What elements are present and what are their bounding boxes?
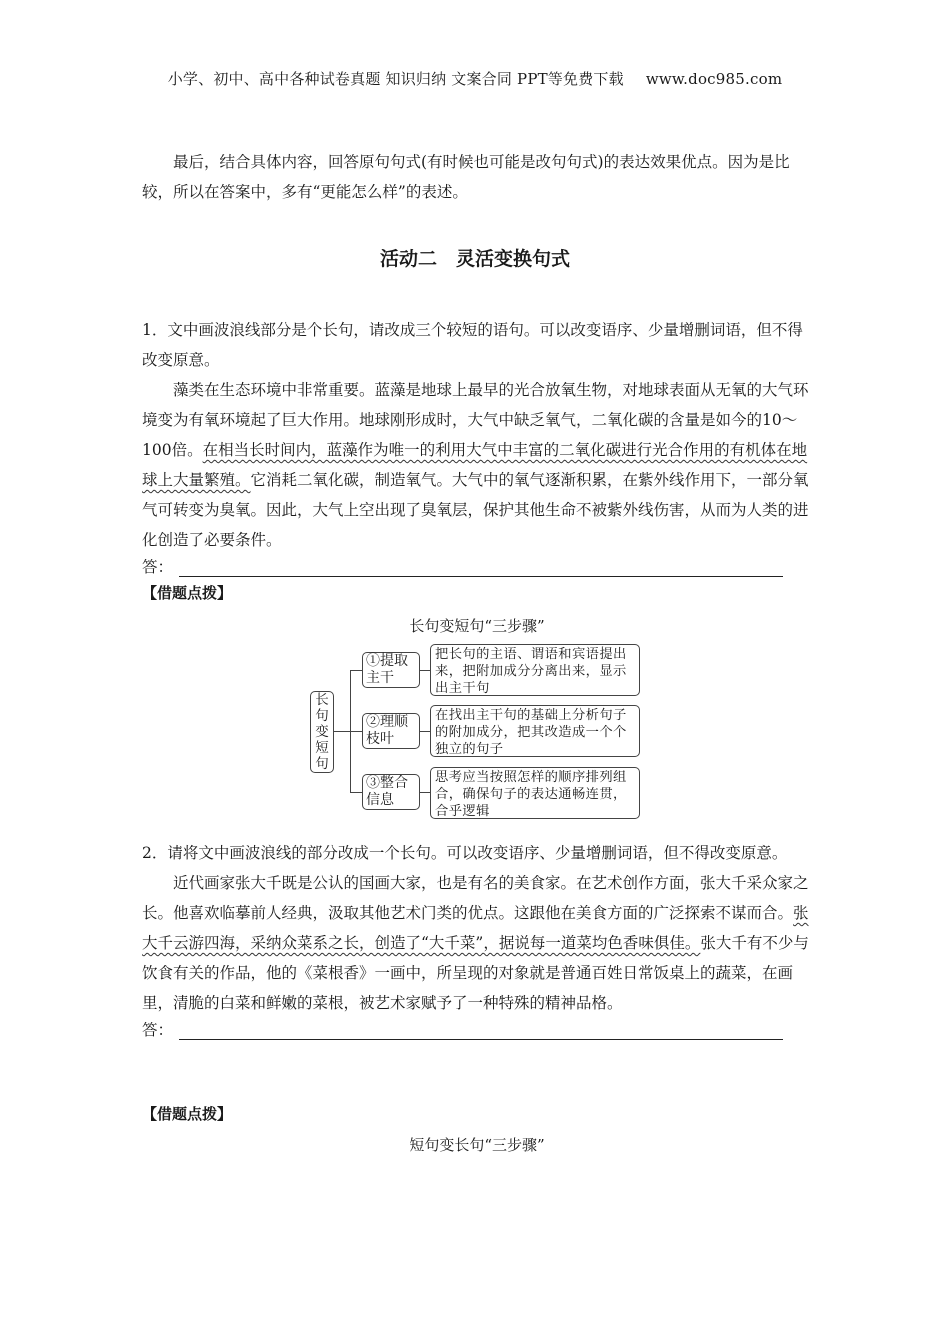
- question-2-passage-a: 近代画家张大千既是公认的国画大家，也是有名的美食家。在艺术创作方面，张大千采众家之长。他喜欢临摹前人经典，汲取其他艺术门类的优点。这跟他在美食方面的广泛探索不谋而合。: [142, 874, 809, 922]
- question-2: [142, 838, 812, 1040]
- root-char: 句: [315, 756, 329, 772]
- question-2-prompt: 2．请将文中画波浪线的部分改成一个长句。可以改变语序、少量增删词语，但不得改变原意。: [142, 844, 788, 862]
- question-2-wavy-sentence: 张大千云游四海，采纳众菜系之长，创造了“大千菜”，据说每一道菜均色香味俱佳。: [142, 904, 809, 952]
- question-1-prompt: 1．文中画波浪线部分是个长句，请改成三个较短的语句。可以改变语序、少量增删词语，但不得改变原意。: [142, 321, 803, 369]
- question-1-passage-b: 它消耗二氧化碳，制造氧气。大气中的氧气逐渐积累，在紫外线作用下，一部分氧气可转变为臭氧。因此，大气上空出现了臭氧层，保护其他生命不被紫外线伤害，从而为人类的进化创造了必要条件。: [142, 471, 809, 549]
- tip-1-caption: 长句变短句“三步骤”: [409, 617, 545, 635]
- section-title: 活动二 灵活变换句式: [379, 248, 570, 270]
- step-2-box: [362, 713, 420, 749]
- answer-blank[interactable]: [179, 1025, 783, 1040]
- intro-text: 最后，结合具体内容，回答原句句式(有时候也可能是改句句式)的表达效果优点。因为是比较，所以在答案中，多有“更能怎么样”的表述。: [142, 153, 790, 201]
- connector-root: [333, 731, 350, 732]
- question-2-passage: [142, 868, 812, 1018]
- step-2-label: ②理顺枝叶: [366, 714, 408, 747]
- step-1-desc: 把长句的主语、谓语和宾语提出来，把附加成分分离出来，显示出主干句: [435, 647, 627, 696]
- connector-step-3: [350, 792, 362, 793]
- diagram-root: [310, 691, 334, 773]
- tip-1-title: 【借题点拨】: [142, 584, 233, 602]
- root-char: 长: [315, 692, 329, 708]
- question-1: [142, 315, 812, 577]
- question-2-passage-b: 张大千有不少与饮食有关的作品，他的《菜根香》一画中，所呈现的对象就是普通百姓日常饭桌上的蔬菜，在画里，清脆的白菜和鲜嫩的菜根，被艺术家赋予了一种特殊的精神品格。: [142, 934, 809, 1012]
- step-1-desc-box: [430, 644, 640, 696]
- connector-desc-2: [420, 731, 430, 732]
- connector-desc-3: [420, 792, 430, 793]
- root-char: 句: [315, 708, 329, 724]
- step-3-label: ③整合信息: [366, 775, 408, 808]
- question-1-passage: [142, 375, 812, 555]
- intro-paragraph: [142, 147, 812, 207]
- step-3-desc: 思考应当按照怎样的顺序排列组合，确保句子的表达通畅连贯，合乎逻辑: [435, 770, 627, 819]
- answer-blank[interactable]: [179, 562, 783, 577]
- header-url[interactable]: www.doc985.com: [645, 70, 783, 88]
- step-3-desc-box: [430, 767, 640, 819]
- root-char: 短: [315, 740, 329, 756]
- question-1-wavy-sentence: 在相当长时间内，蓝藻作为唯一的利用大气中丰富的二氧化碳进行光合作用的有机体在地球上大量繁殖。: [142, 441, 808, 489]
- step-1-box: [362, 652, 420, 688]
- tip-2: [142, 1103, 812, 1155]
- root-char: 变: [315, 724, 329, 740]
- header-text: 小学、初中、高中各种试卷真题 知识归纳 文案合同 PPT等免费下载: [167, 70, 624, 88]
- question-1-passage-a: 藻类在生态环境中非常重要。蓝藻是地球上最早的光合放氧生物，对地球表面从无氧的大气环境变为有氧环境起了巨大作用。地球刚形成时，大气中缺乏氧气，二氧化碳的含量是如今的10～100倍。: [142, 381, 809, 459]
- long-to-short-diagram: [310, 643, 642, 819]
- question-1-answer: [142, 555, 812, 577]
- connector-step-2: [350, 731, 362, 732]
- answer-label: 答：: [142, 1021, 174, 1039]
- tip-2-caption: 短句变长句“三步骤”: [409, 1136, 545, 1154]
- step-2-desc: 在找出主干句的基础上分析句子的附加成分，把其改造成一个个独立的句子: [435, 708, 627, 757]
- tip-1: [142, 582, 812, 636]
- tip-2-title: 【借题点拨】: [142, 1105, 233, 1123]
- step-2-desc-box: [430, 705, 640, 757]
- connector-desc-1: [420, 670, 430, 671]
- answer-label: 答：: [142, 558, 174, 576]
- step-1-label: ①提取主干: [366, 653, 408, 686]
- connector-step-1: [350, 670, 362, 671]
- step-3-box: [362, 774, 420, 810]
- page-header: [0, 68, 950, 89]
- question-2-answer: [142, 1018, 812, 1040]
